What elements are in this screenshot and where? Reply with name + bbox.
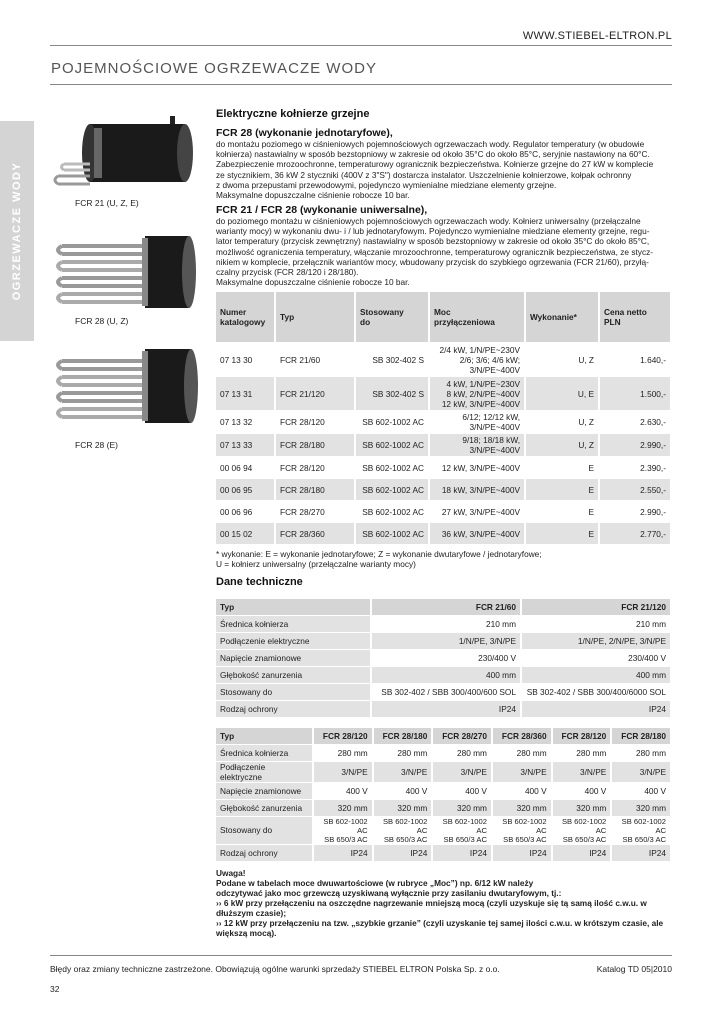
- table-row: [216, 845, 670, 861]
- subsection-title: FCR 28 (wykonanie jednotaryfowe),: [216, 127, 393, 139]
- cell-num: 00 06 96: [216, 501, 274, 522]
- text-line: nikiem w komplecie, przełącznik wariantów mocy, wbudowany przycisk do szybkiego ogrzewania (FCR 21/60), przyłą-: [216, 256, 649, 267]
- cell-split: [433, 817, 491, 844]
- cell-cena: 2.990,-: [600, 501, 670, 522]
- cell-moc: 27 kW, 3/N/PE~400V: [430, 501, 524, 522]
- table-row: [216, 650, 670, 666]
- cell: IP24: [493, 845, 551, 861]
- image-caption: FCR 28 (U, Z): [75, 316, 129, 326]
- table-row: [216, 457, 670, 478]
- cell: 400 V: [644, 786, 666, 796]
- row-label: Średnica kołnierza: [216, 616, 370, 632]
- cell-moc: 9/18; 18/18 kW, 3/N/PE~400V: [430, 434, 524, 456]
- cell-line: SB 602-1002 AC: [382, 817, 428, 835]
- cell: 320 mm: [553, 800, 611, 816]
- cell-split: [374, 817, 432, 844]
- cell: IP24: [314, 845, 372, 861]
- col-header: Typ: [216, 728, 312, 744]
- text-line: lator temperatury (przycisk zewnętrzny) nastawialny w sposób bezstopniowy w zakresie od około 35°C do około 85°C,: [216, 236, 650, 247]
- cell-moc: 36 kW, 3/N/PE~400V: [430, 523, 524, 544]
- table-row: [216, 479, 670, 500]
- col-header: Moc przyłączeniowa: [430, 292, 524, 342]
- footnote-line: * wykonanie: E = wykonanie jednotaryfowe; Z = wykonanie dwutaryfowe / jednotaryfowe;: [216, 549, 542, 559]
- col-header: FCR 28/180: [374, 728, 432, 744]
- cell: 320 mm: [374, 800, 432, 816]
- cell-typ: FCR 28/120: [276, 457, 354, 478]
- text-line: Maksymalne dopuszczalne ciśnienie robocze 10 bar.: [216, 190, 410, 201]
- table-row: [216, 745, 670, 761]
- text-line: do poziomego montażu w ciśnieniowych pojemnościowych ogrzewaczach wody. Kołnierz uniwersalny (przełączalne: [216, 216, 641, 226]
- row-label: Podłączenie elektryczne: [216, 762, 312, 782]
- cell-line: SB 650/3 AC: [503, 835, 547, 844]
- title-divider: [50, 84, 672, 85]
- cell-st: SB 602-1002 AC: [356, 479, 428, 500]
- cell-line: SB 650/3 AC: [324, 835, 368, 844]
- col-header: FCR 21/120: [522, 599, 670, 615]
- cell: IP24: [372, 701, 520, 717]
- table-row: [216, 633, 670, 649]
- cell-moc: 12 kW, 3/N/PE~400V: [430, 457, 524, 478]
- text-line: kołnierza) nastawialny w sposób bezstopniowy w zakresie od około 35°C do około 85°C, seryjnie nastawiony na 60°C.: [216, 149, 650, 160]
- text-line: Zabezpieczenie mrozoochronne, temperaturowy ogranicznik bezpieczeństwa. Kołnierze grzejne do 27 kW w komplecie: [216, 159, 654, 170]
- table-row: [216, 523, 670, 544]
- cell-wyk: E: [526, 457, 598, 478]
- text-line: z dwoma przepustami przewodowymi, pojedynczo wymienialne miedziane elementy grzejne.: [216, 179, 557, 190]
- row-label: Podłączenie elektryczne: [216, 633, 370, 649]
- cell-typ: FCR 21/60: [276, 343, 354, 376]
- cell-split: [553, 817, 611, 844]
- cell-num: 07 13 33: [216, 434, 274, 456]
- cell-typ: FCR 28/180: [276, 479, 354, 500]
- col-header: Numer katalogowy: [216, 292, 274, 342]
- cell: 320 mm: [314, 800, 372, 816]
- side-tab-label: OGRZEWACZE WODY: [11, 161, 23, 301]
- cell: 280 mm: [456, 748, 487, 758]
- cell: 400 mm: [522, 667, 670, 683]
- table-row: [216, 343, 670, 376]
- cell-num: 00 06 95: [216, 479, 274, 500]
- cell-cena: 2.990,-: [600, 434, 670, 456]
- tech-heading: Dane techniczne: [216, 576, 303, 588]
- cell: 400 V: [524, 786, 547, 796]
- cell-line: SB 650/3 AC: [622, 835, 666, 844]
- cell: 320 mm: [493, 800, 551, 816]
- price-table: [214, 291, 672, 545]
- cell: 3/N/PE: [553, 762, 611, 782]
- footnote-line: U = kołnierz uniwersalny (przełączalne warianty mocy): [216, 559, 416, 569]
- table-row: [216, 411, 670, 433]
- cell: 1/N/PE, 2/N/PE, 3/N/PE: [522, 633, 670, 649]
- cell: 320 mm: [612, 800, 670, 816]
- cell-cena: 2.390,-: [600, 457, 670, 478]
- note-block: [216, 868, 686, 938]
- cell-typ: FCR 28/270: [276, 501, 354, 522]
- text-line: możliwość ograniczenia temperatury, włączanie mrozoochronne, temperaturowy ogranicznik bezpieczeństwa, ze stycz-: [216, 246, 654, 257]
- cell: 230/400 V: [628, 653, 666, 663]
- header-divider: [50, 45, 672, 46]
- table-row: [216, 434, 670, 456]
- cell-num: 00 15 02: [216, 523, 274, 544]
- cell: 3/N/PE: [374, 762, 432, 782]
- table-header-row: [216, 599, 670, 615]
- cell-cena: 2.770,-: [600, 523, 670, 544]
- cell-st: SB 602-1002 AC: [356, 434, 428, 456]
- cell: IP24: [612, 845, 670, 861]
- col-header: FCR 28/120: [553, 728, 611, 744]
- text-line: ze stycznikiem, 36 kW 2 styczniki (400V z 3"S") dostarcza instalator. Uszczelnienie kołnierzowe, kołpak ochronny: [216, 169, 632, 180]
- cell-moc: 6/12; 12/12 kW, 3/N/PE~400V: [430, 411, 524, 433]
- fcr-28-e-image: [50, 347, 200, 427]
- footer-divider: [50, 955, 672, 956]
- cell-st: SB 602-1002 AC: [356, 501, 428, 522]
- cell-line: SB 650/3 AC: [383, 835, 428, 844]
- table-header-row: [216, 728, 670, 744]
- cell-num: 07 13 31: [216, 377, 274, 410]
- cell: 280 mm: [337, 748, 368, 758]
- cell-num: 07 13 30: [216, 343, 274, 376]
- note-line: ›› 12 kW przy przełączeniu na tzw. „szybkie grzanie” (czyli uzyskanie tej samej ilości c.w.u. w krótszym czasie, ale większą mocą).: [216, 918, 664, 938]
- subsection-title: FCR 21 / FCR 28 (wykonanie uniwersalne),: [216, 204, 428, 216]
- cell-wyk: U, Z: [526, 343, 598, 376]
- cell: 210 mm: [636, 619, 666, 629]
- note-line: odczytywać jako moc grzewczą uzyskiwaną wyłącznie przy zasilaniu dwutaryfowym, tj.:: [216, 888, 562, 898]
- cell: 280 mm: [516, 748, 547, 758]
- subsection-text: [216, 216, 676, 287]
- cell-typ: FCR 28/180: [276, 434, 354, 456]
- row-label: Napięcie znamionowe: [216, 783, 312, 799]
- table-row: [216, 501, 670, 522]
- page-title: POJEMNOŚCIOWE OGRZEWACZE WODY: [51, 60, 377, 77]
- table-row: [216, 701, 670, 717]
- table-row: [216, 762, 670, 782]
- col-header: Wykonanie*: [526, 292, 598, 342]
- cell: SB 302-402 / SBB 300/400/600 SOL: [381, 687, 516, 697]
- cell-moc: 18 kW, 3/N/PE~400V: [430, 479, 524, 500]
- cell: 320 mm: [433, 800, 491, 816]
- cell-wyk: E: [526, 479, 598, 500]
- col-header: Stosowany do: [356, 292, 428, 342]
- cell-typ: FCR 28/360: [276, 523, 354, 544]
- cell-num: 00 06 94: [216, 457, 274, 478]
- text-line: Maksymalne dopuszczalne ciśnienie robocze 10 bar.: [216, 277, 410, 288]
- cell: 3/N/PE: [433, 762, 491, 782]
- cell-typ: FCR 28/120: [276, 411, 354, 433]
- table-row: [216, 817, 670, 844]
- cell: IP24: [374, 845, 432, 861]
- cell-line: SB 602-1002 AC: [621, 817, 666, 835]
- cell-moc: 4 kW, 1/N/PE~230V 8 kW, 2/N/PE~400V 12 kW, 3/N/PE~400V: [430, 377, 524, 410]
- text-line: czalny przycisk (FCR 28/120 i 28/180).: [216, 267, 359, 278]
- cell-st: SB 302-402 S: [356, 377, 428, 410]
- image-caption: FCR 21 (U, Z, E): [75, 198, 139, 208]
- section-heading: Elektryczne kołnierze grzejne: [216, 108, 370, 120]
- cell-typ: FCR 21/120: [276, 377, 354, 410]
- cell: 210 mm: [486, 619, 516, 629]
- cell-line: SB 602-1002 AC: [442, 817, 487, 835]
- website-url[interactable]: WWW.STIEBEL-ELTRON.PL: [522, 30, 672, 42]
- row-label: Stosowany do: [216, 817, 312, 844]
- col-header: FCR 28/120: [314, 728, 372, 744]
- image-caption: FCR 28 (E): [75, 440, 118, 450]
- cell-cena: 1.640,-: [600, 343, 670, 376]
- table-row: [216, 377, 670, 410]
- col-header: FCR 28/270: [433, 728, 491, 744]
- note-line: Podane w tabelach moce dwuwartościowe (w rubryce „Moc”) np. 6/12 kW należy: [216, 878, 534, 888]
- note-line: ›› 6 kW przy przełączeniu na oszczędne nagrzewanie mniejszą mocą (czyli uzyskuje się tą samą ilość c.w.u. w dłuższym czasie);: [216, 898, 647, 918]
- col-header: Typ: [276, 292, 354, 342]
- cell-cena: 1.500,-: [600, 377, 670, 410]
- row-label: Głębokość zanurzenia: [216, 667, 370, 683]
- cell-wyk: U, E: [526, 377, 598, 410]
- page-number: 32: [50, 984, 60, 994]
- row-label: Stosowany do: [216, 684, 370, 700]
- cell: 3/N/PE: [314, 762, 372, 782]
- table-footnote: [216, 549, 542, 569]
- table-row: [216, 684, 670, 700]
- cell-wyk: U, Z: [526, 434, 598, 456]
- subsection-text: [216, 139, 676, 200]
- cell: 280 mm: [397, 748, 428, 758]
- table-row: [216, 616, 670, 632]
- cell-split: [612, 817, 670, 844]
- note-line: Uwaga!: [216, 868, 246, 878]
- cell: 1/N/PE, 3/N/PE: [372, 633, 520, 649]
- col-header: FCR 28/180: [612, 728, 670, 744]
- cell-line: SB 650/3 AC: [562, 835, 607, 844]
- cell: 400 V: [465, 786, 487, 796]
- cell-wyk: E: [526, 523, 598, 544]
- cell-st: SB 602-1002 AC: [356, 523, 428, 544]
- cell: 280 mm: [576, 748, 607, 758]
- cell-moc: 2/4 kW, 1/N/PE~230V 2/6; 3/6; 4/6 kW; 3/N/PE~400V: [430, 343, 524, 376]
- cell: SB 302-402 / SBB 300/400/6000 SOL: [526, 687, 666, 697]
- col-header: Typ: [216, 599, 370, 615]
- cell-line: SB 602-1002 AC: [323, 817, 368, 835]
- row-label: Średnica kołnierza: [216, 745, 312, 761]
- cell-st: SB 602-1002 AC: [356, 411, 428, 433]
- cell-wyk: U, Z: [526, 411, 598, 433]
- cell: 400 V: [405, 786, 428, 796]
- table-header-row: [216, 292, 670, 342]
- cell-cena: 2.630,-: [600, 411, 670, 433]
- cell: 400 V: [584, 786, 607, 796]
- fcr-21-image: [50, 114, 200, 198]
- catalog-label: Katalog TD 05|2010: [596, 964, 672, 974]
- row-label: Napięcie znamionowe: [216, 650, 370, 666]
- row-label: Głębokość zanurzenia: [216, 800, 312, 816]
- cell: 230/400 V: [478, 653, 516, 663]
- table-row: [216, 667, 670, 683]
- cell: IP24: [433, 845, 491, 861]
- tech-table-fcr21: [214, 598, 672, 718]
- text-line: do montażu poziomego w ciśnieniowych pojemnościowych ogrzewaczach wody. Regulator temperatury (w obudowie: [216, 139, 645, 149]
- cell-num: 07 13 32: [216, 411, 274, 433]
- row-label: Rodzaj ochrony: [216, 701, 370, 717]
- cell-cena: 2.550,-: [600, 479, 670, 500]
- cell: IP24: [553, 845, 611, 861]
- col-header: FCR 21/60: [372, 599, 520, 615]
- fcr-28-u-z-image: [50, 232, 200, 312]
- tech-table-fcr28: [214, 727, 672, 862]
- table-row: [216, 800, 670, 816]
- cell-line: SB 602-1002 AC: [502, 817, 547, 835]
- cell: 3/N/PE: [493, 762, 551, 782]
- cell-line: SB 602-1002 AC: [561, 817, 607, 835]
- cell: 3/N/PE: [612, 762, 670, 782]
- cell: IP24: [522, 701, 670, 717]
- cell: 280 mm: [636, 748, 666, 758]
- footer-disclaimer: Błędy oraz zmiany techniczne zastrzeżone. Obowiązują ogólne warunki sprzedaży STIEBEL ELTRON Polska Sp. z o.o.: [50, 964, 500, 974]
- cell-split: [493, 817, 551, 844]
- cell: 400 mm: [372, 667, 520, 683]
- cell-split: [314, 817, 372, 844]
- row-label: Rodzaj ochrony: [216, 845, 312, 861]
- cell: 400 V: [345, 786, 368, 796]
- side-tab: [0, 121, 34, 341]
- col-header: Cena netto PLN: [600, 292, 670, 342]
- cell-wyk: E: [526, 501, 598, 522]
- text-line: warianty mocy) w wykonaniu dwu- i / lub jednotaryfowym. Pojedynczo wymienialne miedziane elementy grzejne, regu-: [216, 226, 650, 237]
- cell-line: SB 650/3 AC: [443, 835, 487, 844]
- col-header: FCR 28/360: [493, 728, 551, 744]
- cell-st: SB 302-402 S: [356, 343, 428, 376]
- cell-st: SB 602-1002 AC: [356, 457, 428, 478]
- table-row: [216, 783, 670, 799]
